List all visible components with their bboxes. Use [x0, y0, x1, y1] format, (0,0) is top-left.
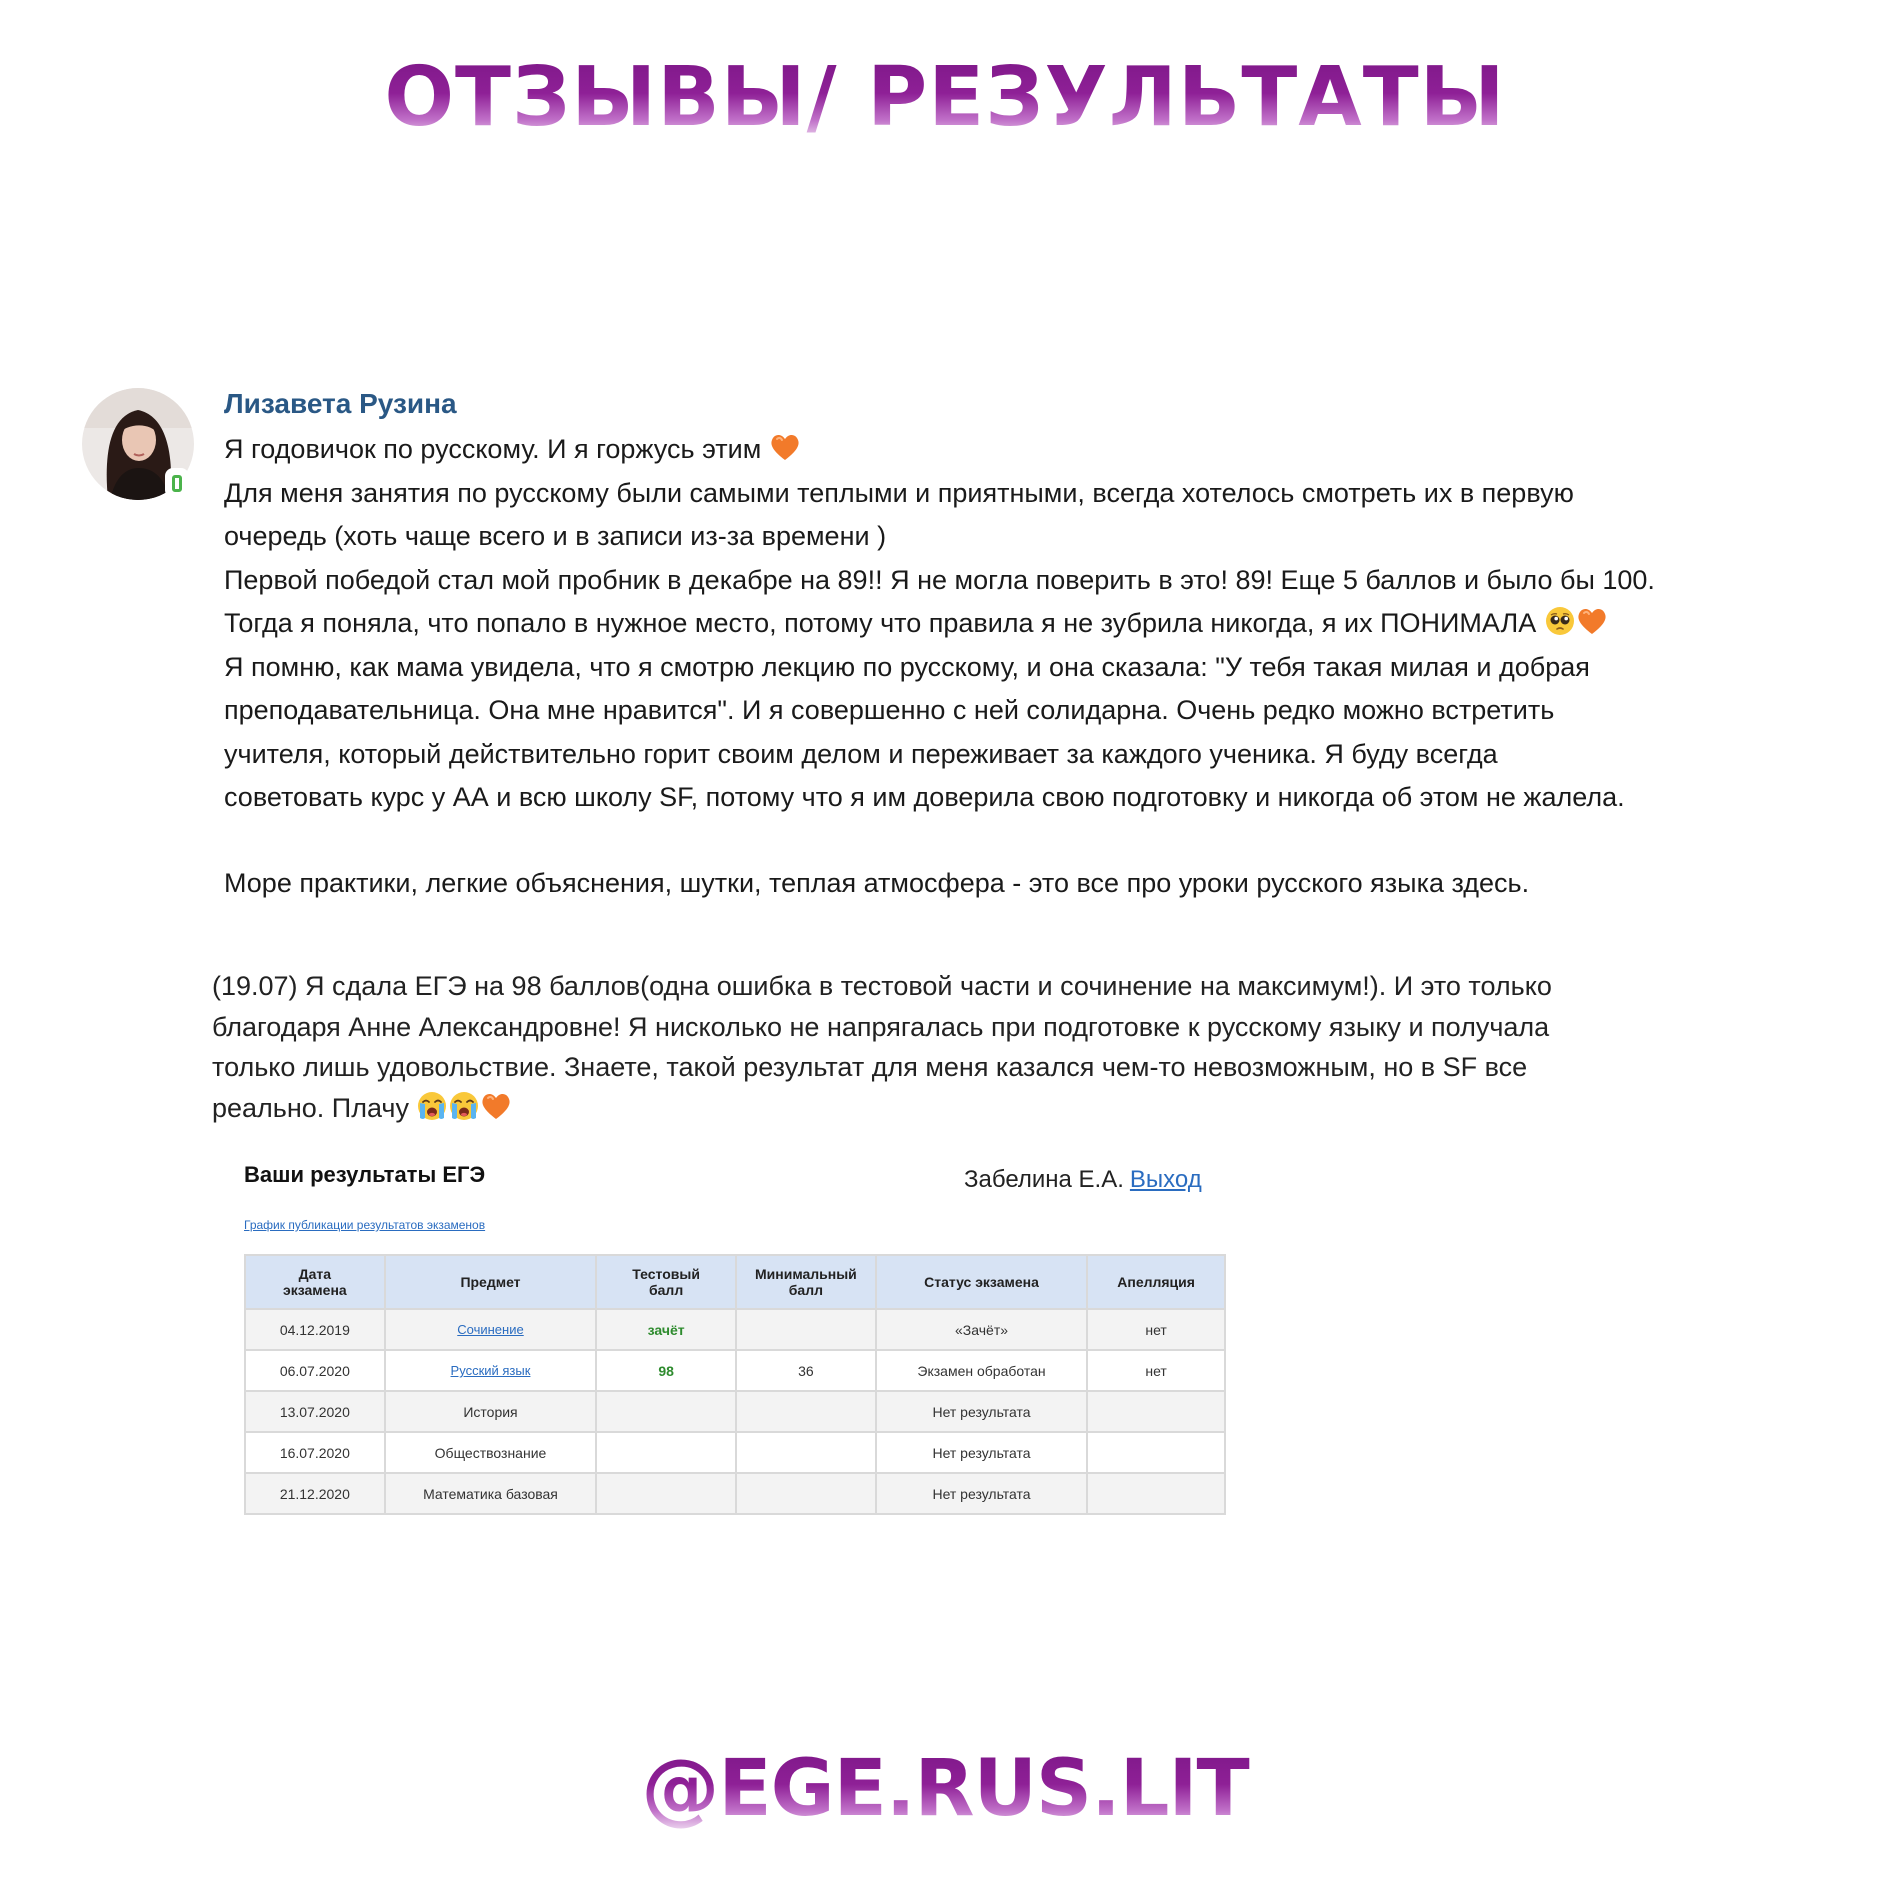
orange-heart-icon [480, 1090, 512, 1122]
schedule-link[interactable]: График публикации результатов экзаменов [244, 1218, 486, 1232]
message-line: благодаря Анне Александровне! Я нисколько не напрягалась при подготовке к русскому языку и получала [212, 1011, 1550, 1042]
cell-date: 06.07.2020 [245, 1350, 385, 1391]
cell-status: «Зачёт» [876, 1309, 1087, 1350]
column-header-appeal: Апелляция [1087, 1255, 1225, 1309]
review-line: советовать курс у АА и всю школу SF, потому что я им доверила свою подготовку и никогда об этом не жалела. [224, 782, 1625, 812]
cell-min-score: 36 [736, 1350, 876, 1391]
cell-date: 04.12.2019 [245, 1309, 385, 1350]
page-title: ОТЗЫВЫ/ РЕЗУЛЬТАТЫ [0, 48, 1890, 148]
user-name: Забелина Е.А. [964, 1166, 1124, 1193]
cell-status: Нет результата [876, 1432, 1087, 1473]
results-user [964, 1166, 1202, 1194]
result-message [212, 966, 1552, 1128]
cell-score [596, 1473, 736, 1514]
table-row [245, 1473, 1225, 1514]
cell-score: зачёт [596, 1309, 736, 1350]
account-handle: @EGE.RUS.LIT [0, 1740, 1890, 1838]
cell-min-score [736, 1473, 876, 1514]
cell-date: 13.07.2020 [245, 1391, 385, 1432]
table-row [245, 1350, 1225, 1391]
pleading-face-icon [1544, 605, 1576, 637]
mobile-online-icon [165, 468, 189, 498]
cell-appeal: нет [1087, 1350, 1225, 1391]
cell-score [596, 1432, 736, 1473]
column-header-min-score: Минимальный балл [736, 1255, 876, 1309]
cell-score [596, 1391, 736, 1432]
review-line: очередь (хоть чаще всего и в записи из-за времени ) [224, 521, 887, 551]
cell-min-score [736, 1309, 876, 1350]
cell-appeal [1087, 1432, 1225, 1473]
logout-link[interactable]: Выход [1129, 1166, 1202, 1193]
orange-heart-icon [769, 431, 801, 463]
message-line: реально. Плачу [212, 1088, 1552, 1129]
loudly-crying-face-icon [416, 1090, 448, 1122]
cell-status: Экзамен обработан [876, 1350, 1087, 1391]
results-title: Ваши результаты ЕГЭ [244, 1162, 486, 1187]
review-line: Море практики, легкие объяснения, шутки, теплая атмосфера - это все про уроки русского языка здесь. [224, 867, 1530, 898]
review-line: Для меня занятия по русскому были самыми теплыми и приятными, всегда хотелось смотреть их в первую [224, 477, 1574, 508]
loudly-crying-face-icon [448, 1090, 480, 1122]
column-header-status: Статус экзамена [876, 1255, 1087, 1309]
cell-date: 21.12.2020 [245, 1473, 385, 1514]
cell-score: 98 [596, 1350, 736, 1391]
table-row [245, 1391, 1225, 1432]
review-text [224, 428, 1804, 905]
review-line: Я годовичок по русскому. И я горжусь этим [224, 428, 1804, 472]
cell-status: Нет результата [876, 1391, 1087, 1432]
column-header-score: Тестовый балл [596, 1255, 736, 1309]
message-line: (19.07) Я сдала ЕГЭ на 98 баллов(одна ошибка в тестовой части и сочинение на максимум!). И это только [212, 971, 1552, 1001]
table-header-row [245, 1255, 1225, 1309]
review-line: учителя, который действительно горит своим делом и переживает за каждого ученика. Я буду всегда [224, 738, 1498, 769]
cell-subject: Математика базовая [385, 1473, 597, 1514]
cell-date: 16.07.2020 [245, 1432, 385, 1473]
cell-appeal: нет [1087, 1309, 1225, 1350]
table-row [245, 1309, 1225, 1350]
cell-subject: Обществознание [385, 1432, 597, 1473]
results-table [244, 1254, 1226, 1515]
column-header-subject: Предмет [385, 1255, 597, 1309]
cell-subject: История [385, 1391, 597, 1432]
author-name[interactable]: Лизавета Рузина [224, 388, 457, 419]
column-header-date: Дата экзамена [245, 1255, 385, 1309]
orange-heart-icon [1576, 605, 1608, 637]
cell-subject-link[interactable]: Сочинение [385, 1309, 597, 1350]
review-line: Я помню, как мама увидела, что я смотрю лекцию по русскому, и она сказала: "У тебя такая милая и добрая [224, 651, 1590, 682]
cell-min-score [736, 1432, 876, 1473]
message-line: только лишь удовольствие. Знаете, такой результат для меня казался чем-то невозможным, но в SF все [212, 1052, 1528, 1082]
cell-subject-link[interactable]: Русский язык [385, 1350, 597, 1391]
cell-appeal [1087, 1473, 1225, 1514]
table-row [245, 1432, 1225, 1473]
cell-appeal [1087, 1391, 1225, 1432]
review-line: преподавательница. Она мне нравится". И я совершенно с ней солидарна. Очень редко можно встретить [224, 695, 1555, 725]
cell-min-score [736, 1391, 876, 1432]
cell-status: Нет результата [876, 1473, 1087, 1514]
review-line: Первой победой стал мой пробник в декабре на 89!! Я не могла поверить в это! 89! Еще 5 баллов и было бы 100. [224, 564, 1655, 595]
review-line: Тогда я поняла, что попало в нужное место, потому что правила я не зубрила никогда, я их ПОНИМАЛА [224, 602, 1804, 646]
